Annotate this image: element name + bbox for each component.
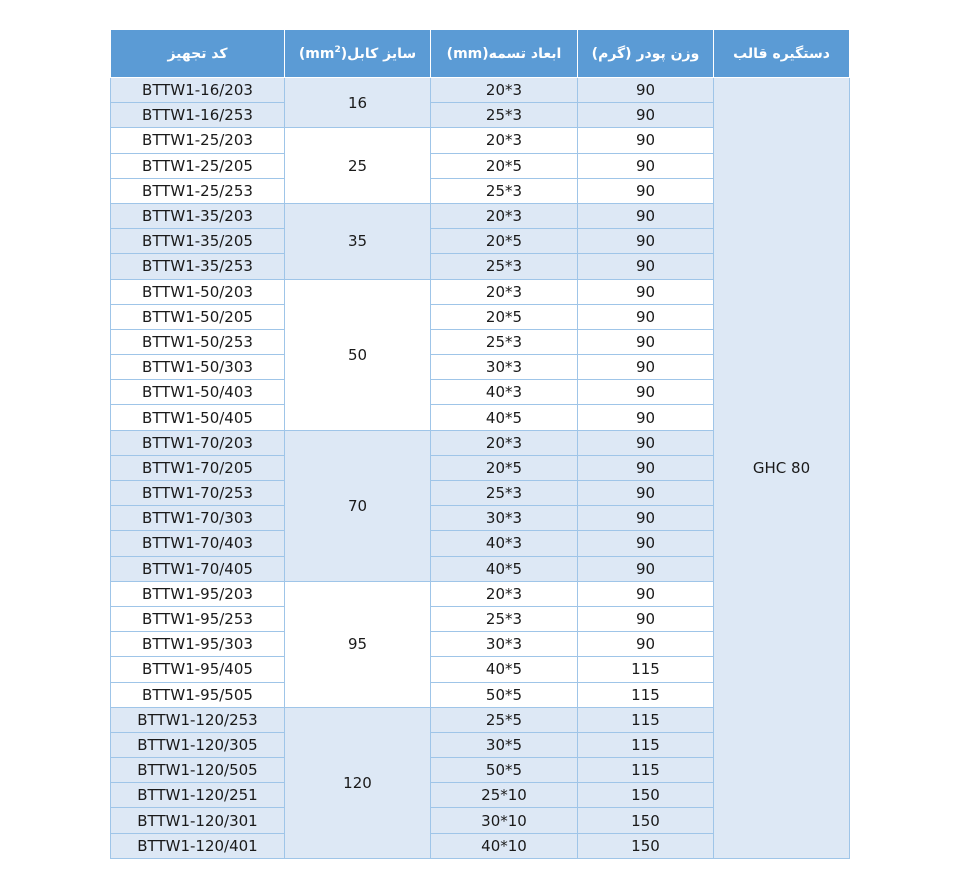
cable-size-cell: 25 [285, 128, 431, 204]
header-equipment-code: کد تجهیز [111, 30, 285, 78]
equipment-code-cell: BTTW1-70/405 [111, 556, 285, 581]
header-powder-weight: وزن پودر (گرم) [578, 30, 714, 78]
strip-dimensions-cell: 20*3 [431, 430, 578, 455]
cable-size-cell: 50 [285, 279, 431, 430]
equipment-code-cell: BTTW1-120/301 [111, 808, 285, 833]
equipment-code-cell: BTTW1-120/251 [111, 783, 285, 808]
equipment-code-cell: BTTW1-95/505 [111, 682, 285, 707]
header-cable-size-label: سایز کابل( [340, 46, 417, 62]
powder-weight-cell: 90 [578, 128, 714, 153]
strip-dimensions-cell: 30*3 [431, 632, 578, 657]
strip-dimensions-cell: 20*3 [431, 581, 578, 606]
powder-weight-cell: 115 [578, 707, 714, 732]
powder-weight-cell: 150 [578, 783, 714, 808]
header-cable-size-unit: $mm^2$ [305, 45, 341, 62]
table-header-row [111, 30, 850, 78]
mold-handle-cell: GHC 80 [714, 78, 850, 859]
equipment-code-cell: BTTW1-50/203 [111, 279, 285, 304]
strip-dimensions-cell: 40*5 [431, 657, 578, 682]
powder-weight-cell: 90 [578, 78, 714, 103]
cable-size-cell: 120 [285, 707, 431, 858]
powder-weight-cell: 90 [578, 632, 714, 657]
powder-weight-cell: 115 [578, 657, 714, 682]
equipment-code-cell: BTTW1-95/405 [111, 657, 285, 682]
strip-dimensions-cell: 20*5 [431, 229, 578, 254]
powder-weight-cell: 90 [578, 103, 714, 128]
table-row [111, 78, 850, 103]
strip-dimensions-cell: 20*5 [431, 304, 578, 329]
equipment-code-cell: BTTW1-120/305 [111, 732, 285, 757]
powder-weight-cell: 90 [578, 380, 714, 405]
strip-dimensions-cell: 20*3 [431, 279, 578, 304]
powder-weight-cell: 115 [578, 758, 714, 783]
equipment-code-cell: BTTW1-70/303 [111, 506, 285, 531]
powder-weight-cell: 90 [578, 279, 714, 304]
cable-size-cell: 35 [285, 203, 431, 279]
equipment-code-cell: BTTW1-95/203 [111, 581, 285, 606]
strip-dimensions-cell: 40*3 [431, 380, 578, 405]
strip-dimensions-cell: 25*3 [431, 254, 578, 279]
powder-weight-cell: 150 [578, 833, 714, 858]
strip-dimensions-cell: 40*5 [431, 556, 578, 581]
strip-dimensions-cell: 20*5 [431, 455, 578, 480]
strip-dimensions-cell: 25*5 [431, 707, 578, 732]
equipment-code-cell: BTTW1-25/205 [111, 153, 285, 178]
powder-weight-cell: 90 [578, 355, 714, 380]
powder-weight-cell: 90 [578, 405, 714, 430]
equipment-code-cell: BTTW1-16/253 [111, 103, 285, 128]
powder-weight-cell: 90 [578, 581, 714, 606]
powder-weight-cell: 115 [578, 732, 714, 757]
strip-dimensions-cell: 25*3 [431, 606, 578, 631]
strip-dimensions-cell: 20*3 [431, 128, 578, 153]
equipment-code-cell: BTTW1-70/403 [111, 531, 285, 556]
equipment-code-cell: BTTW1-120/253 [111, 707, 285, 732]
powder-weight-cell: 90 [578, 304, 714, 329]
powder-weight-cell: 90 [578, 329, 714, 354]
strip-dimensions-cell: 30*10 [431, 808, 578, 833]
strip-dimensions-cell: 25*10 [431, 783, 578, 808]
header-cable-size: سایز $کابل(mm^2)$ [285, 30, 431, 78]
equipment-code-cell: BTTW1-50/205 [111, 304, 285, 329]
powder-weight-cell: 115 [578, 682, 714, 707]
equipment-code-cell: BTTW1-70/203 [111, 430, 285, 455]
header-strip-dimensions: ابعاد تسمه(mm) [431, 30, 578, 78]
table-body [111, 78, 850, 859]
equipment-code-cell: BTTW1-25/253 [111, 178, 285, 203]
equipment-code-cell: BTTW1-95/253 [111, 606, 285, 631]
powder-weight-cell: 90 [578, 556, 714, 581]
strip-dimensions-cell: 25*3 [431, 178, 578, 203]
strip-dimensions-cell: 30*5 [431, 732, 578, 757]
equipment-code-cell: BTTW1-50/253 [111, 329, 285, 354]
equipment-code-cell: BTTW1-120/401 [111, 833, 285, 858]
powder-weight-cell: 150 [578, 808, 714, 833]
strip-dimensions-cell: 40*3 [431, 531, 578, 556]
strip-dimensions-cell: 20*3 [431, 78, 578, 103]
powder-weight-cell: 90 [578, 203, 714, 228]
strip-dimensions-cell: 20*3 [431, 203, 578, 228]
cable-size-cell: 16 [285, 78, 431, 128]
equipment-code-cell: BTTW1-35/203 [111, 203, 285, 228]
powder-weight-cell: 90 [578, 254, 714, 279]
strip-dimensions-cell: 40*5 [431, 405, 578, 430]
powder-weight-cell: 90 [578, 531, 714, 556]
strip-dimensions-cell: 25*3 [431, 481, 578, 506]
powder-weight-cell: 90 [578, 430, 714, 455]
cable-size-cell: 95 [285, 581, 431, 707]
powder-weight-cell: 90 [578, 606, 714, 631]
strip-dimensions-cell: 30*3 [431, 506, 578, 531]
header-mold-handle: دستگیره قالب [714, 30, 850, 78]
equipment-code-cell: BTTW1-95/303 [111, 632, 285, 657]
strip-dimensions-cell: 25*3 [431, 329, 578, 354]
equipment-code-cell: BTTW1-16/203 [111, 78, 285, 103]
powder-weight-cell: 90 [578, 153, 714, 178]
strip-dimensions-cell: 30*3 [431, 355, 578, 380]
equipment-code-cell: BTTW1-50/405 [111, 405, 285, 430]
strip-dimensions-cell: 25*3 [431, 103, 578, 128]
equipment-code-cell: BTTW1-50/303 [111, 355, 285, 380]
powder-weight-cell: 90 [578, 229, 714, 254]
equipment-code-cell: BTTW1-35/253 [111, 254, 285, 279]
powder-weight-cell: 90 [578, 481, 714, 506]
strip-dimensions-cell: 50*5 [431, 682, 578, 707]
cable-size-cell: 70 [285, 430, 431, 581]
equipment-code-cell: BTTW1-70/253 [111, 481, 285, 506]
equipment-code-cell: BTTW1-70/205 [111, 455, 285, 480]
equipment-code-cell: BTTW1-120/505 [111, 758, 285, 783]
powder-weight-cell: 90 [578, 455, 714, 480]
powder-weight-cell: 90 [578, 506, 714, 531]
strip-dimensions-cell: 50*5 [431, 758, 578, 783]
strip-dimensions-cell: 20*5 [431, 153, 578, 178]
strip-dimensions-cell: 40*10 [431, 833, 578, 858]
equipment-code-cell: BTTW1-50/403 [111, 380, 285, 405]
equipment-spec-table [110, 29, 850, 859]
equipment-code-cell: BTTW1-25/203 [111, 128, 285, 153]
equipment-code-cell: BTTW1-35/205 [111, 229, 285, 254]
powder-weight-cell: 90 [578, 178, 714, 203]
